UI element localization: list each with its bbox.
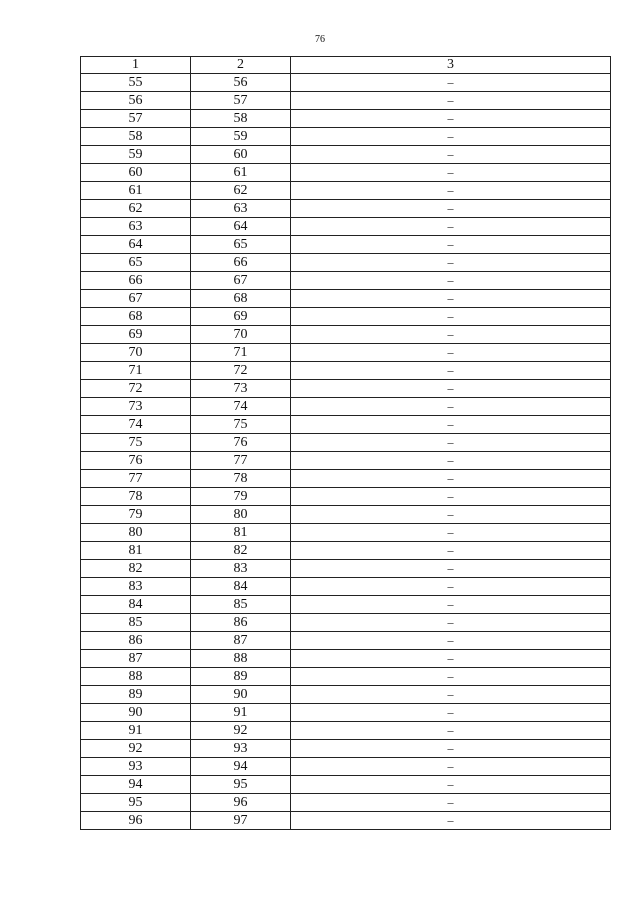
table-cell-col-3: – [291, 290, 611, 308]
table-cell-col-1: 56 [81, 92, 191, 110]
table-row [81, 74, 611, 92]
table-cell-col-3: – [291, 542, 611, 560]
table-cell-col-2: 65 [191, 236, 291, 254]
table-cell-col-1: 64 [81, 236, 191, 254]
table-row [81, 254, 611, 272]
table-row [81, 362, 611, 380]
table-cell-col-2: 70 [191, 326, 291, 344]
table-cell-col-3: – [291, 578, 611, 596]
table-cell-col-3: – [291, 200, 611, 218]
table-cell-col-2: 69 [191, 308, 291, 326]
table-cell-col-1: 87 [81, 650, 191, 668]
table-cell-col-3: – [291, 380, 611, 398]
table-cell-col-2: 57 [191, 92, 291, 110]
column-header-2: 2 [191, 57, 291, 74]
table-cell-col-1: 66 [81, 272, 191, 290]
table-cell-col-2: 75 [191, 416, 291, 434]
table-cell-col-2: 62 [191, 182, 291, 200]
table-row [81, 614, 611, 632]
table-row [81, 578, 611, 596]
table-cell-col-1: 62 [81, 200, 191, 218]
table-cell-col-2: 86 [191, 614, 291, 632]
table-row [81, 398, 611, 416]
table-row [81, 560, 611, 578]
table-cell-col-2: 90 [191, 686, 291, 704]
page-number: 76 [315, 34, 325, 45]
table-row [81, 146, 611, 164]
table-cell-col-1: 85 [81, 614, 191, 632]
table-cell-col-1: 55 [81, 74, 191, 92]
table-cell-col-1: 76 [81, 452, 191, 470]
table-cell-col-3: – [291, 704, 611, 722]
table-row [81, 632, 611, 650]
table-cell-col-1: 70 [81, 344, 191, 362]
table-cell-col-1: 63 [81, 218, 191, 236]
table-row [81, 110, 611, 128]
table-row [81, 200, 611, 218]
table-cell-col-1: 65 [81, 254, 191, 272]
table-row [81, 416, 611, 434]
table-cell-col-1: 79 [81, 506, 191, 524]
table-cell-col-1: 69 [81, 326, 191, 344]
table-cell-col-3: – [291, 362, 611, 380]
table-cell-col-3: – [291, 218, 611, 236]
table-cell-col-2: 63 [191, 200, 291, 218]
table-row [81, 272, 611, 290]
table-cell-col-1: 68 [81, 308, 191, 326]
table-row [81, 722, 611, 740]
table-row [81, 434, 611, 452]
table-cell-col-1: 60 [81, 164, 191, 182]
table-row [81, 236, 611, 254]
table-cell-col-2: 93 [191, 740, 291, 758]
table-cell-col-2: 94 [191, 758, 291, 776]
table-cell-col-2: 64 [191, 218, 291, 236]
table-cell-col-1: 82 [81, 560, 191, 578]
table-cell-col-1: 94 [81, 776, 191, 794]
table-cell-col-1: 61 [81, 182, 191, 200]
table-cell-col-1: 78 [81, 488, 191, 506]
header-row [81, 57, 611, 74]
table-cell-col-1: 92 [81, 740, 191, 758]
table-cell-col-2: 58 [191, 110, 291, 128]
table-cell-col-3: – [291, 560, 611, 578]
table-cell-col-2: 67 [191, 272, 291, 290]
table-cell-col-1: 95 [81, 794, 191, 812]
table-cell-col-1: 72 [81, 380, 191, 398]
table-row [81, 290, 611, 308]
table-row [81, 344, 611, 362]
table-cell-col-3: – [291, 650, 611, 668]
table-cell-col-2: 79 [191, 488, 291, 506]
table-cell-col-2: 95 [191, 776, 291, 794]
table-cell-col-1: 89 [81, 686, 191, 704]
table-row [81, 128, 611, 146]
table-header [81, 57, 611, 74]
table-cell-col-2: 77 [191, 452, 291, 470]
table-cell-col-1: 81 [81, 542, 191, 560]
table-cell-col-2: 91 [191, 704, 291, 722]
table-cell-col-3: – [291, 686, 611, 704]
table-row [81, 758, 611, 776]
table-row [81, 704, 611, 722]
table-cell-col-2: 87 [191, 632, 291, 650]
table-cell-col-3: – [291, 146, 611, 164]
table-cell-col-3: – [291, 596, 611, 614]
table-cell-col-2: 88 [191, 650, 291, 668]
table-cell-col-3: – [291, 254, 611, 272]
table-row [81, 524, 611, 542]
table-cell-col-2: 73 [191, 380, 291, 398]
table-cell-col-3: – [291, 524, 611, 542]
table-cell-col-1: 93 [81, 758, 191, 776]
table-cell-col-2: 84 [191, 578, 291, 596]
table-cell-col-2: 66 [191, 254, 291, 272]
table-cell-col-3: – [291, 614, 611, 632]
table-cell-col-3: – [291, 794, 611, 812]
table-cell-col-3: – [291, 110, 611, 128]
table-row [81, 668, 611, 686]
table-cell-col-1: 77 [81, 470, 191, 488]
table-cell-col-2: 82 [191, 542, 291, 560]
table-cell-col-3: – [291, 740, 611, 758]
table-row [81, 812, 611, 830]
table-cell-col-3: – [291, 74, 611, 92]
table-row [81, 182, 611, 200]
table-cell-col-1: 58 [81, 128, 191, 146]
table-cell-col-2: 61 [191, 164, 291, 182]
table-cell-col-3: – [291, 488, 611, 506]
table-cell-col-1: 84 [81, 596, 191, 614]
table-cell-col-2: 71 [191, 344, 291, 362]
table-row [81, 506, 611, 524]
column-header-3: 3 [291, 57, 611, 74]
table-cell-col-2: 83 [191, 560, 291, 578]
table-cell-col-1: 90 [81, 704, 191, 722]
table-cell-col-1: 59 [81, 146, 191, 164]
table-cell-col-1: 71 [81, 362, 191, 380]
table-cell-col-2: 97 [191, 812, 291, 830]
table-cell-col-2: 76 [191, 434, 291, 452]
table-cell-col-2: 72 [191, 362, 291, 380]
table-row [81, 542, 611, 560]
table-cell-col-2: 85 [191, 596, 291, 614]
table-cell-col-1: 91 [81, 722, 191, 740]
table-cell-col-1: 67 [81, 290, 191, 308]
table-cell-col-3: – [291, 812, 611, 830]
table-row [81, 650, 611, 668]
table-row [81, 686, 611, 704]
table-row [81, 92, 611, 110]
table-row [81, 164, 611, 182]
table-cell-col-3: – [291, 128, 611, 146]
table-cell-col-3: – [291, 92, 611, 110]
data-table [80, 56, 611, 830]
table-row [81, 452, 611, 470]
table-cell-col-2: 59 [191, 128, 291, 146]
table-cell-col-2: 81 [191, 524, 291, 542]
table-cell-col-3: – [291, 668, 611, 686]
table-cell-col-3: – [291, 470, 611, 488]
table-cell-col-3: – [291, 776, 611, 794]
column-header-1: 1 [81, 57, 191, 74]
table-cell-col-3: – [291, 398, 611, 416]
table-cell-col-1: 73 [81, 398, 191, 416]
table-cell-col-2: 56 [191, 74, 291, 92]
table-row [81, 794, 611, 812]
table-cell-col-3: – [291, 164, 611, 182]
table-row [81, 218, 611, 236]
table-row [81, 380, 611, 398]
table-row [81, 326, 611, 344]
table-cell-col-3: – [291, 416, 611, 434]
table-cell-col-1: 57 [81, 110, 191, 128]
table-cell-col-2: 92 [191, 722, 291, 740]
table-cell-col-3: – [291, 236, 611, 254]
table-cell-col-2: 96 [191, 794, 291, 812]
table-cell-col-1: 74 [81, 416, 191, 434]
table-cell-col-3: – [291, 326, 611, 344]
table-cell-col-1: 86 [81, 632, 191, 650]
table-cell-col-3: – [291, 722, 611, 740]
table-cell-col-3: – [291, 182, 611, 200]
table-row [81, 776, 611, 794]
table-body [81, 74, 611, 830]
table-cell-col-3: – [291, 758, 611, 776]
table-cell-col-3: – [291, 344, 611, 362]
table-cell-col-3: – [291, 272, 611, 290]
table-cell-col-2: 60 [191, 146, 291, 164]
table-cell-col-2: 89 [191, 668, 291, 686]
table-cell-col-3: – [291, 308, 611, 326]
table-cell-col-3: – [291, 452, 611, 470]
table-row [81, 740, 611, 758]
table-cell-col-2: 80 [191, 506, 291, 524]
table-cell-col-3: – [291, 632, 611, 650]
table-cell-col-1: 75 [81, 434, 191, 452]
table-cell-col-2: 74 [191, 398, 291, 416]
table-cell-col-3: – [291, 434, 611, 452]
table-cell-col-1: 96 [81, 812, 191, 830]
table-cell-col-1: 83 [81, 578, 191, 596]
table-row [81, 470, 611, 488]
table-row [81, 488, 611, 506]
table-cell-col-1: 88 [81, 668, 191, 686]
table-row [81, 308, 611, 326]
table-row [81, 596, 611, 614]
table-cell-col-2: 78 [191, 470, 291, 488]
table-cell-col-3: – [291, 506, 611, 524]
table-cell-col-2: 68 [191, 290, 291, 308]
table-cell-col-1: 80 [81, 524, 191, 542]
